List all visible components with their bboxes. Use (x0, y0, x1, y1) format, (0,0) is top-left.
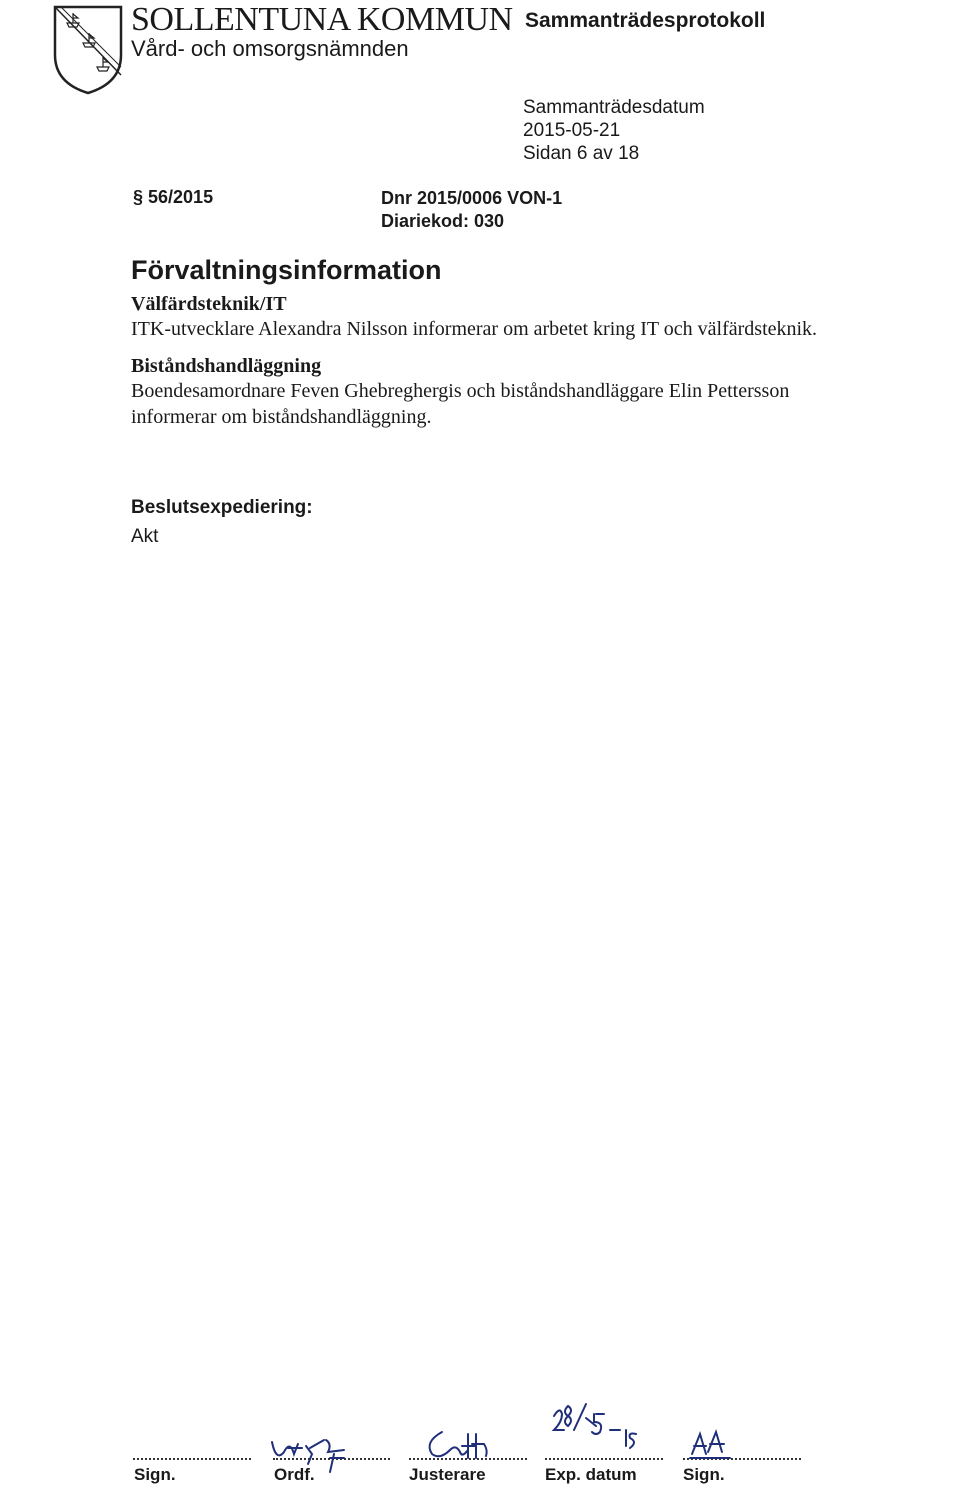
initials-signature (688, 1428, 738, 1464)
dnr: Dnr 2015/0006 VON-1 (381, 188, 563, 208)
municipal-crest-icon (53, 5, 123, 95)
handwritten-date (550, 1400, 650, 1456)
distribution-value: Akt (131, 526, 159, 547)
main-content (131, 254, 821, 430)
distribution-label: Beslutsexpediering: (131, 497, 313, 518)
organization-name: SOLLENTUNA KOMMUN (131, 1, 513, 38)
adjuster-signature (420, 1420, 510, 1465)
section-heading: Välfärdsteknik/IT (131, 293, 287, 315)
meeting-date-label: Sammanträdesdatum (523, 97, 705, 118)
dispatch-date-label: Exp. datum (545, 1465, 637, 1484)
paragraph-number: § 56/2015 (133, 187, 214, 207)
document-type: Sammanträdesprotokoll (525, 9, 766, 32)
signature-line (133, 1458, 251, 1460)
signature-label: Sign. (134, 1465, 176, 1484)
signature-line (545, 1458, 663, 1460)
section-text: ITK-utvecklare Alexandra Nilsson informerar om arbetet kring IT och välfärdsteknik. (131, 318, 818, 340)
chair-label: Ordf. (274, 1465, 315, 1484)
section-heading: Biståndshandläggning (131, 355, 322, 377)
section-text: Boendesamordnare Feven Ghebreghergis och biståndshandläggare Elin Pettersson informerar om biståndshandläggning. (131, 380, 790, 428)
signature-label: Sign. (683, 1465, 725, 1484)
page-info: Sidan 6 av 18 (523, 143, 640, 164)
chair-signature (268, 1418, 358, 1476)
adjuster-label: Justerare (409, 1465, 486, 1484)
case-reference (381, 187, 562, 233)
page-title: Förvaltningsinformation (131, 255, 442, 285)
meeting-date: 2015-05-21 (523, 120, 621, 141)
board-name: Vård- och omsorgsnämnden (131, 36, 409, 61)
diariekod: Diariekod: 030 (381, 211, 505, 231)
meeting-meta (523, 96, 705, 165)
